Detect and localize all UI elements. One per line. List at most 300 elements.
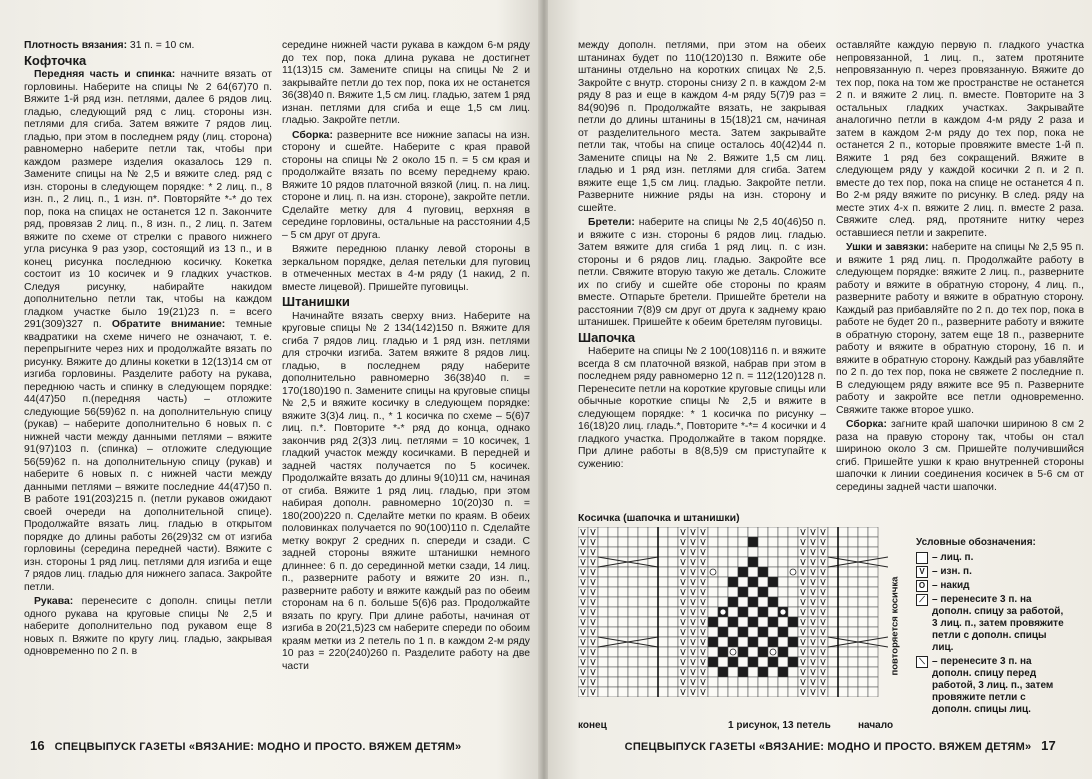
- purl-symbol: V: [680, 608, 686, 617]
- purl-symbol: V: [810, 658, 816, 667]
- chart-cell: [838, 537, 848, 547]
- purl-symbol: V: [580, 598, 586, 607]
- chart-cell: [598, 687, 608, 697]
- chart-cell: [608, 537, 618, 547]
- chart-cell: [828, 687, 838, 697]
- chart-cell: [598, 547, 608, 557]
- purl-symbol: V: [690, 588, 696, 597]
- chart-cell: [658, 607, 668, 617]
- purl-symbol: V: [800, 548, 806, 557]
- chart-cell: [658, 537, 668, 547]
- chart-cell: [758, 657, 768, 667]
- chart-cell: [608, 547, 618, 557]
- chart-cell: [598, 527, 608, 537]
- chart-cell: [668, 557, 678, 567]
- chart-start-label: начало: [858, 720, 894, 731]
- knitting-chart: [578, 527, 888, 697]
- chart-cell: [618, 577, 628, 587]
- chart-cell: [758, 667, 768, 677]
- chart-cell: [738, 637, 748, 647]
- purl-symbol: V: [810, 608, 816, 617]
- purl-symbol: V: [580, 628, 586, 637]
- chart-cell: [868, 667, 878, 677]
- chart-cell: [658, 567, 668, 577]
- purl-symbol: V: [700, 618, 706, 627]
- chart-cell: [838, 527, 848, 537]
- chart-cell: [718, 657, 728, 667]
- chart-cell: [648, 527, 658, 537]
- purl-symbol: V: [810, 548, 816, 557]
- chart-cell: [788, 547, 798, 557]
- paragraph: оставляйте каждую первую п. гладкого участка непровязанной, 1 лиц. п., затем протяните непровязанную п. через провязанную. Вяжите до тех пор, пока на том же пространстве не останется 2 п. и вяжите 2 лиц. п. вместе. Повторите на 3 остальных гладких участках. Закрывайте аналогично петли в каждом 4-м ряду 2 раза и затем в каждом 2-м ряду до тех пор, пока не останется 2 п., которые провяжите вместе 1-й п. Вяжите 1 ряд без сокращений. Вяжите в следующем ряду у каждой косички 2 п. и 2 п. вместе до тех пор, пока на спице не останется 4 п. Во 2-м ряду вяжите по рисунку. В след. ряду на месте этих 4-х п. вяжите 2 лиц. п. вместе 2 раза. Свяжите след. ряд, протяните нитку через оставшиеся петли и закрепите.: [836, 40, 1084, 239]
- chart-cell: [648, 587, 658, 597]
- chart-cell: [868, 677, 878, 687]
- chart-cell: [608, 687, 618, 697]
- left-column-2: [282, 40, 530, 730]
- purl-symbol: V: [820, 588, 826, 597]
- purl-symbol: V: [690, 658, 696, 667]
- legend-text: – изн. п.: [932, 566, 972, 577]
- chart-cell: [648, 597, 658, 607]
- chart-cell: [668, 597, 678, 607]
- chart-cell: [668, 657, 678, 667]
- chart-cell: [718, 567, 728, 577]
- chart-cell: [668, 677, 678, 687]
- chart-cell: [768, 547, 778, 557]
- chart-cell: [828, 627, 838, 637]
- chart-cell: [608, 587, 618, 597]
- chart-cell: [788, 677, 798, 687]
- chart-cell: [728, 687, 738, 697]
- purl-symbol: V: [580, 578, 586, 587]
- chart-cell: [838, 587, 848, 597]
- purl-symbol: V: [690, 618, 696, 627]
- chart-cell: [638, 537, 648, 547]
- purl-symbol: V: [580, 528, 586, 537]
- purl-symbol: V: [580, 568, 586, 577]
- chart-cell: [668, 527, 678, 537]
- chart-cell: [748, 537, 758, 547]
- chart-cell: [658, 667, 668, 677]
- chart-cell: [748, 557, 758, 567]
- purl-symbol: V: [680, 578, 686, 587]
- chart-cell: [768, 677, 778, 687]
- purl-symbol: V: [580, 638, 586, 647]
- chart-cell: [748, 597, 758, 607]
- chart-cell: [718, 577, 728, 587]
- chart-cell: [788, 687, 798, 697]
- purl-symbol: V: [580, 618, 586, 627]
- chart-cell: [768, 567, 778, 577]
- purl-symbol: V: [590, 648, 596, 657]
- chart-cell: [608, 617, 618, 627]
- chart-cell: [658, 577, 668, 587]
- chart-cell: [638, 577, 648, 587]
- purl-symbol: V: [690, 638, 696, 647]
- chart-cell: [628, 607, 638, 617]
- chart-cell: [618, 677, 628, 687]
- chart-cell: [838, 577, 848, 587]
- chart-cell: [718, 627, 728, 637]
- page-number: 16: [30, 738, 45, 753]
- chart-cell: [618, 687, 628, 697]
- paragraph: Начинайте вязать сверху вниз. Наберите на круговые спицы № 2 134(142)150 п. Вяжите для сгиба 7 рядов лиц. гладью и 1 ряд изн. петлями для строчки изгиба. Затем вяжите 8 рядов лиц. гладью, в последнем ряду наберите дополнительно равномерно 36(38)40 п. = 170(180)190 п. Замените спицы на круговые спицы № 2,5 и вяжите косичку в следующем порядке: вяжите 3(3)4 лиц. п., * 1 косичка по схеме – 5(6)7 лиц. п.*. Повторите *-* ряд до конца, однако закончив ряд 2(3)3 лиц. петлями = 10 косичек, 1 гладкий участок между косичками. В передней и задней частях получается по 5 косичек. Продолжайте вязать до длины 9(10)11 см, начиная от сгиба. Вяжите 1 ряд лиц. гладью, при этом набирая дополн. равномерно 10(20)30 п. = 180(200)220 п. Сделайте метки по краям. В обеих половинках получается по 90(100)110 п. Сделайте метку вокруг 2 средних п. спереди и сзади. С задней стороны вяжите штанишки немного длиннее: 6 п. до серединной метки сзади, 14 лиц. п., разверните работу и вяжите 20 изн. п., разверните работу и вяжите каждый раз по обеим сторонам на 6 п. больше 5(6)6 раз. Продолжайте вязать по кругу. При длине работы, начиная от изгиба в 20(21,5)23 см наберите спереди по обоим краям метки из 2 петель по 1 п. в каждом 2-м ряду 10 раз = 220(240)260 п. Разделите работу на две части: [282, 310, 530, 672]
- chart-cell: [668, 687, 678, 697]
- chart-cell: [648, 617, 658, 627]
- purl-symbol: V: [590, 538, 596, 547]
- chart-cell: [858, 657, 868, 667]
- chart-cell: [788, 587, 798, 597]
- chart-title: Косичка (шапочка и штанишки): [578, 512, 740, 524]
- chart-cell: [838, 597, 848, 607]
- purl-symbol: V: [700, 558, 706, 567]
- chart-cell: [848, 687, 858, 697]
- chart-cell: [828, 587, 838, 597]
- chart-cell: [658, 627, 668, 637]
- chart-cell: [738, 567, 748, 577]
- purl-symbol: V: [820, 538, 826, 547]
- chart-cell: [658, 637, 668, 647]
- purl-symbol: V: [820, 578, 826, 587]
- purl-symbol: V: [700, 688, 706, 697]
- chart-cell: [638, 567, 648, 577]
- chart-cell: [758, 537, 768, 547]
- chart-cell: [848, 607, 858, 617]
- purl-symbol: V: [810, 638, 816, 647]
- chart-cell: [628, 567, 638, 577]
- purl-symbol: V: [810, 538, 816, 547]
- chart-cell: [848, 597, 858, 607]
- chart-cell: [608, 667, 618, 677]
- chart-cell: [868, 537, 878, 547]
- chart-cell: [738, 627, 748, 637]
- chart-cell: [838, 617, 848, 627]
- purl-symbol: V: [700, 608, 706, 617]
- page-footer-left: [30, 738, 461, 753]
- chart-cell: [618, 587, 628, 597]
- chart-cell: [848, 617, 858, 627]
- chart-cell: [738, 597, 748, 607]
- page-number: 17: [1041, 738, 1056, 753]
- chart-cell: [628, 687, 638, 697]
- chart-cell: [668, 547, 678, 557]
- chart-cell: [668, 637, 678, 647]
- paragraph: Ушки и завязки: наберите на спицы № 2,5 95 п. и вяжите 1 ряд лиц. п. Продолжайте работу в следующем порядке: вяжите 2 лиц. п., разверните работу и вяжите в обратную сторону, 4 лиц. п., разверните работу и вяжите в обратную сторону. Каждый раз прибавляйте по 2 п. до тех пор, пока в работе не будет 20 п., разверните работу и вяжите в обратную сторону, затем еще 18 п., разверните работу и вяжите в обратную сторону, 16 п. и вяжите в обратную сторону. Каждый раз убавляйте по 2 п. до тех пор, пока не свяжете 2 последние п. В следующем ряду вяжите все 95 п. Разверните работу и закройте все петли одновременно. Свяжите также второе ушко.: [836, 242, 1084, 416]
- chart-cell: [618, 597, 628, 607]
- knitting-chart-block: [578, 512, 1084, 734]
- purl-symbol: V: [820, 618, 826, 627]
- chart-cell: [768, 687, 778, 697]
- purl-symbol: V: [820, 568, 826, 577]
- chart-cell: [778, 687, 788, 697]
- paragraph: Передняя часть и спинка: начните вязать от горловины. Наберите на спицы № 2 64(67)70 п. Вяжите 1-й ряд изн. петлями, далее 6 рядов лиц. гладью, следующий ряд с лиц. стороны изн. петлями для сгиба. Затем вяжите 7 рядов лиц. гладью, при этом в последнем ряду (лиц. сторона) равномерно наберите петли так, чтобы при каждом размере изделия оказалось 129 п. Замените спицы на № 2,5 и вяжите след. ряд с изн. стороны в следующем порядке: * 2 лиц. п., 8 изн. п., 2 лиц. п., 1 изн. п*. Повторяйте *-* до тех пор, пока на спицах не останется 12 п. Закончите ряд, провязав 2 лиц. п., 8 изн. п., 2 лиц. п. Затем вяжите по схеме от стрелки с правого нижнего угла рисунка 9 раз узор, состоящий из 13 п., и в конец рисунка последнюю косичку. Кокетка состоит из 10 косичек и 9 гладких участков. Следуя рисунку, набирайте накидом дополнительно петли так, чтобы на каждом гладком участке было 19(21)23 п. = всего 291(309)327 п. Обратите внимание: темные квадратики на схеме ничего не означают, т. е. перепрыгните через них и продолжайте вязать по рисунку. Вяжите до длины кокетки в 12(13)14 см от изгиба горловины. Разделите работу на рукава, переднюю часть и спинку в следующем порядке: 44(47)50 п.(передняя часть) – отложите следующие 56(59)62 п. на дополнительную спицу (рукав) – наберите дополнительно 6 новых п. с нижней части между данными петлями – вяжите 91(97)103 п. (спинка) – отложите следующие 56(59)62 п. на дополнительную спицу (рукав) и наберите 6 новых п. с нижней части между данными петлями – вяжите последние 44(47)50 п. В работе 191(203)215 п. (петли рукавов ожидают своей очереди на дополнительной спице). Продолжайте вязать лиц. гладью в открытом порядке до длины работы 26(29)32 см от изгиба горловины (середина передней части). Вяжите с изн. стороны 1 ряд лиц. петлями для изгиба и еще 7 рядов лиц. гладью для нижнего запаса. Закройте петли.: [24, 69, 272, 593]
- chart-cell: [868, 577, 878, 587]
- purl-symbol: V: [800, 598, 806, 607]
- chart-cell: [758, 577, 768, 587]
- chart-cell: [648, 607, 658, 617]
- legend-item: [916, 656, 1066, 716]
- chart-cell: [748, 577, 758, 587]
- purl-symbol: V: [590, 658, 596, 667]
- chart-cell: [628, 677, 638, 687]
- purl-symbol: V: [680, 588, 686, 597]
- chart-cell: [738, 617, 748, 627]
- chart-cell: [628, 667, 638, 677]
- chart-cell: [748, 657, 758, 667]
- chart-cell: [638, 607, 648, 617]
- chart-cell: [658, 677, 668, 687]
- chart-cell: [648, 657, 658, 667]
- chart-cell: [728, 557, 738, 567]
- chart-cell: [628, 587, 638, 597]
- chart-bottom-labels: [578, 718, 898, 734]
- chart-cell: [778, 677, 788, 687]
- chart-cell: [768, 607, 778, 617]
- chart-cell: [828, 567, 838, 577]
- chart-cell: [738, 687, 748, 697]
- legend-text: – лиц. п.: [932, 552, 974, 563]
- chart-cell: [848, 537, 858, 547]
- chart-cell: [598, 627, 608, 637]
- chart-cell: [778, 527, 788, 537]
- purl-symbol: V: [820, 558, 826, 567]
- purl-symbol: V: [580, 588, 586, 597]
- chart-cell: [728, 587, 738, 597]
- chart-cell: [858, 617, 868, 627]
- purl-symbol: V: [580, 668, 586, 677]
- chart-cell: [748, 567, 758, 577]
- chart-cell: [628, 617, 638, 627]
- chart-cell: [738, 657, 748, 667]
- chart-cell: [718, 547, 728, 557]
- purl-symbol: V: [800, 648, 806, 657]
- chart-cell: [598, 617, 608, 627]
- chart-cell: [828, 667, 838, 677]
- chart-cell: [788, 537, 798, 547]
- chart-cell: [708, 537, 718, 547]
- chart-cell: [838, 547, 848, 557]
- purl-symbol: V: [580, 678, 586, 687]
- chart-cell: [608, 577, 618, 587]
- purl-symbol: V: [800, 538, 806, 547]
- purl-symbol: V: [590, 678, 596, 687]
- left-column-1: [24, 40, 272, 730]
- chart-cell: [868, 607, 878, 617]
- chart-cell: [608, 527, 618, 537]
- purl-symbol: V: [810, 668, 816, 677]
- chart-cell: [788, 577, 798, 587]
- chart-cell: [638, 667, 648, 677]
- purl-symbol: V: [590, 558, 596, 567]
- legend-item: [916, 594, 1066, 654]
- legend-text: – перенесите 3 п. на дополн. спицу перед работой, 3 лиц. п., затем провяжите петли с дополн. спицы лиц.: [932, 656, 1054, 715]
- chart-cell: [858, 547, 868, 557]
- purl-symbol: V: [800, 658, 806, 667]
- chart-cell: [828, 537, 838, 547]
- legend-item: [916, 580, 1066, 592]
- chart-cell: [848, 587, 858, 597]
- chart-cell: [758, 617, 768, 627]
- chart-cell: [708, 607, 718, 617]
- purl-symbol: V: [700, 658, 706, 667]
- paragraph: середине нижней части рукава в каждом 6-м ряду до тех пор, пока длина рукава не достигнет 11(13)15 см. Замените спицы на спицы № 2 и закрывайте петли до тех пор, пока их не останется 36(38)40 п. Вяжите 1,5 см лиц. гладью, затем 1 ряд изнан. петлями для сгиба и еще 1,5 см лиц. гладью. Закройте петли.: [282, 40, 530, 126]
- chart-cell: [778, 537, 788, 547]
- chart-cell: [848, 527, 858, 537]
- chart-cell: [788, 637, 798, 647]
- purl-symbol: V: [800, 588, 806, 597]
- purl-symbol: V: [690, 528, 696, 537]
- purl-symbol: V: [810, 588, 816, 597]
- chart-cell: [768, 527, 778, 537]
- chart-cell: [858, 597, 868, 607]
- purl-symbol: V: [820, 548, 826, 557]
- chart-cell: [848, 577, 858, 587]
- purl-symbol: V: [590, 568, 596, 577]
- chart-cell: [728, 627, 738, 637]
- chart-cell: [608, 627, 618, 637]
- purl-symbol: V: [810, 688, 816, 697]
- chart-cell: [868, 657, 878, 667]
- chart-cell: [728, 677, 738, 687]
- chart-cell: [758, 687, 768, 697]
- chart-cell: [668, 627, 678, 637]
- chart-cell: [618, 667, 628, 677]
- chart-cell: [708, 597, 718, 607]
- chart-cell: [768, 577, 778, 587]
- purl-symbol: V: [590, 668, 596, 677]
- purl-symbol: V: [580, 658, 586, 667]
- purl-symbol: V: [590, 638, 596, 647]
- purl-symbol: V: [680, 658, 686, 667]
- chart-cell: [718, 527, 728, 537]
- purl-symbol: V: [580, 548, 586, 557]
- chart-cell: [868, 527, 878, 537]
- purl-symbol: V: [680, 598, 686, 607]
- chart-cell: [608, 657, 618, 667]
- chart-cell: [638, 587, 648, 597]
- chart-cell: [868, 617, 878, 627]
- chart-cell: [648, 677, 658, 687]
- legend-title: Условные обозначения:: [916, 537, 1036, 548]
- chart-cell: [618, 617, 628, 627]
- chart-cell: [778, 567, 788, 577]
- chart-cell: [778, 577, 788, 587]
- chart-cell: [668, 567, 678, 577]
- chart-cell: [708, 687, 718, 697]
- chart-cell: [638, 547, 648, 557]
- chart-cell: [838, 647, 848, 657]
- chart-cell: [648, 667, 658, 677]
- chart-cell: [708, 547, 718, 557]
- purl-symbol: V: [700, 598, 706, 607]
- chart-cell: [618, 547, 628, 557]
- chart-cell: [748, 547, 758, 557]
- chart-cell: [718, 647, 728, 657]
- chart-cell: [668, 537, 678, 547]
- chart-cell: [858, 627, 868, 637]
- purl-symbol: V: [680, 548, 686, 557]
- chart-cell: [598, 607, 608, 617]
- purl-symbol: V: [690, 648, 696, 657]
- purl-symbol: V: [680, 638, 686, 647]
- yarn-over-symbol: [720, 609, 726, 615]
- chart-cell: [768, 617, 778, 627]
- purl-symbol: V: [680, 678, 686, 687]
- chart-cell: [668, 617, 678, 627]
- chart-cell: [768, 537, 778, 547]
- chart-grid: [578, 527, 888, 697]
- chart-cell: [768, 597, 778, 607]
- chart-cell: [758, 527, 768, 537]
- chart-cell: [748, 627, 758, 637]
- yarn-over-symbol: [770, 649, 776, 655]
- purl-symbol: V: [590, 578, 596, 587]
- purl-symbol: V: [700, 638, 706, 647]
- chart-cell: [738, 587, 748, 597]
- purl-symbol: V: [690, 538, 696, 547]
- chart-cell: [738, 557, 748, 567]
- chart-cell: [728, 537, 738, 547]
- chart-cell: [788, 597, 798, 607]
- chart-cell: [748, 607, 758, 617]
- chart-cell: [708, 667, 718, 677]
- purl-symbol: V: [820, 668, 826, 677]
- chart-cell: [828, 607, 838, 617]
- chart-cell: [668, 577, 678, 587]
- chart-cell: [738, 577, 748, 587]
- chart-cell: [618, 647, 628, 657]
- chart-legend: [916, 537, 1066, 718]
- footer-title: СПЕЦВЫПУСК ГАЗЕТЫ «ВЯЗАНИЕ: МОДНО И ПРОСТО. ВЯЖЕМ ДЕТЯМ»: [624, 741, 1032, 753]
- purl-symbol: V: [590, 688, 596, 697]
- purl-symbol: V: [800, 668, 806, 677]
- chart-cell: [718, 617, 728, 627]
- chart-cell: [778, 637, 788, 647]
- chart-cell: [868, 587, 878, 597]
- purl-symbol: V: [820, 688, 826, 697]
- chart-cell: [828, 547, 838, 557]
- chart-cell: [758, 557, 768, 567]
- legend-item: [916, 566, 1066, 578]
- chart-cell: [598, 537, 608, 547]
- section-heading: Кофточка: [24, 52, 87, 68]
- chart-cell: [638, 617, 648, 627]
- chart-cell: [788, 527, 798, 537]
- purl-symbol: V: [690, 678, 696, 687]
- chart-cell: [668, 607, 678, 617]
- chart-cell: [668, 587, 678, 597]
- chart-cell: [768, 637, 778, 647]
- yarn-over-symbol: [780, 609, 786, 615]
- legend-text: – перенесите 3 п. на дополн. спицу за работой, 3 лиц. п., затем провяжите петли с дополн. спицы лиц.: [932, 594, 1064, 653]
- purl-symbol: V: [700, 588, 706, 597]
- chart-cell: [858, 647, 868, 657]
- chart-cell: [778, 647, 788, 657]
- purl-symbol: V: [690, 548, 696, 557]
- paragraph: между дополн. петлями, при этом на обеих штанинах будет по 110(120)130 п. Вяжите обе штанины отдельно на коротких спицах № 2,5. Закройте с внутр. стороны снизу 2 п. в каждом 2-м ряду 8 раз и еще в каждом 4-м ряду 5(7)9 раз = 84(90)96 п. Продолжайте вязать, не закрывая петли до длины штанины в 15(18)21 см, начиная от разделительного места. Затем закрывайте петли так, чтобы на спице осталось 40(42)44 п. Замените спицы на № 2. Вяжите 1,5 см лиц. гладью и 1 ряд изн. петлями для сгиба. Затем вяжите еще 1,5 см лиц. гладью. Закройте петли. Разверните нижние ряды на изн. сторону и сшейте.: [578, 40, 826, 214]
- chart-cell: [718, 637, 728, 647]
- chart-cell: [598, 567, 608, 577]
- page-footer-right: [625, 738, 1056, 753]
- purl-symbol: V: [580, 648, 586, 657]
- chart-cell: [828, 657, 838, 667]
- purl-symbol: V: [590, 618, 596, 627]
- chart-cell: [778, 557, 788, 567]
- chart-cell: [728, 637, 738, 647]
- chart-cell: [658, 547, 668, 557]
- chart-cell: [838, 687, 848, 697]
- chart-cell: [768, 587, 778, 597]
